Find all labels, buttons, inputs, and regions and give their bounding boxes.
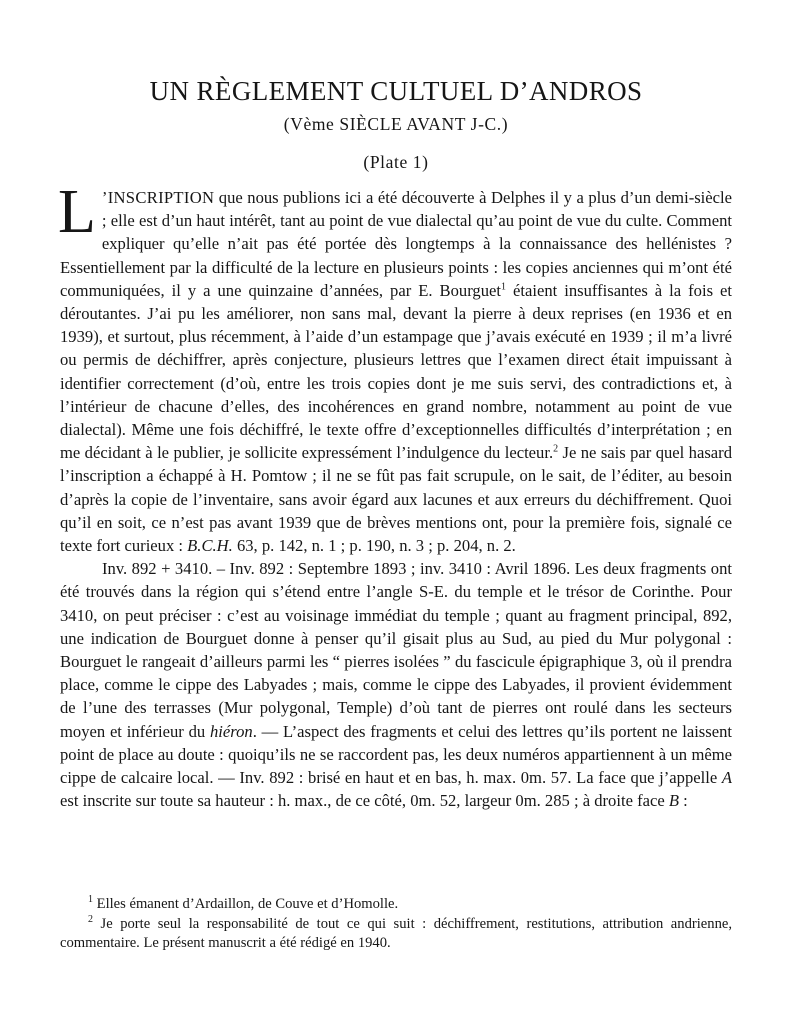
paragraph-text: Je ne sais par quel hasard l’inscription a échappé à H. Pomtow ; il ne se fût pas fait scrupule, on le sait, de l’éditer, au besoin d’après la copie de l’inventaire, sans avoir égard aux lacunes et aux erreurs du déchiffrement. Quoi qu’il en soit, ce n’est pas avant 1939 que de brèves mentions ont, pour la première fois, signalé ce texte fort curieux : [60,443,732,556]
paragraph-inventory [60,557,732,812]
footnote-mark-1: 1 [88,894,93,906]
paragraph-text: que nous publions ici a été découverte à Delphes il y a plus d’un demi-siècle ; elle est d’un haut intérêt, tant au point de vue dialectal qu’au point de vue du culte. Comment expliquer qu’elle n’ait pas été portée dès longtemps à la connaissance des hellénistes ? Essentiellement par la difficulté de la lecture en plusieurs points : les copies anciennes qui m’ont été communiquées, il y a une quinzaine d’années, par E. Bourguet [60,188,732,300]
footnote-text: Je porte seul la responsabilité de tout ce qui suit : déchiffrement, restitutions, attribution andrienne, commentaire. Le présent manuscrit a été rédigé en 1940. [60,915,732,951]
paragraph-intro [58,178,732,557]
footnote-ref-1[interactable]: 1 [501,281,506,293]
footnote-mark-2: 2 [88,913,93,925]
lead-word: ’INSCRIPTION [101,188,215,207]
paragraph-text: . — L’aspect des fragments et celui des lettres qu’ils portent ne laissent point de place au doute : quoiqu’ils ne se raccordent pas, les deux numéros appartiennent à un même cippe de calcaire local. — Inv. 892 : brisé en haut et en bas, h. max. 0m. 57. La face que j’appelle [60,721,732,788]
journal-abbrev: B.C.H. [187,536,233,556]
footnote-2 [60,915,732,954]
footnote-1 [60,895,732,915]
article-body [58,178,732,812]
italic-term: hiéron [209,721,253,741]
paragraph-text: 63, p. 142, n. 1 ; p. 190, n. 3 ; p. 204, n. 2. [232,536,516,556]
article-title: UN RÈGLEMENT CULTUEL D’ANDROS [149,76,643,106]
drop-cap: L [58,178,96,246]
paragraph-text: : [679,791,688,811]
paragraph-text: Inv. 892 + 3410. – Inv. 892 : Septembre 1893 ; inv. 3410 : Avril 1896. Les deux fragments ont été trouvés dans la région qui s’étend entre l’angle S-E. du temple et le trésor de Corinthe. Pour 3410, on peut préciser : c’est au voisinage immédiat du temple ; quant au fragment principal, 892, une indication de Bourguet donne à penser qu’il gisait plus au Sud, au pied du Mur polygonal : Bourguet le rangeait d’ailleurs parmi les “ pierres isolées ” du fascicule épigraphique 3, où il prendra place, comme le cippe des Labyades ; mais, comme le cippe des Labyades, il provient évidemment de l’une des terrasses (Mur polygonal, Temple) d’où tant de pierres ont roulé dans les secteurs moyen et inférieur du [60,559,732,741]
paragraph-text: est inscrite sur toute sa hauteur : h. max., de ce côté, 0m. 52, largeur 0m. 285 ; à droite face [60,791,669,811]
article-subtitle: (Vème SIÈCLE AVANT J-C.) [283,114,509,134]
footnote-ref-2[interactable]: 2 [553,443,559,455]
face-label-b: B [668,791,679,811]
plate-reference: (Plate 1) [363,152,429,172]
paragraph-text: étaient insuffisantes à la fois et déroutantes. J’ai pu les améliorer, non sans mal, devant la pierre à deux reprises (en 1936 et en 1939), et surtout, plus récemment, à l’aide d’un estampage que j’avais exécuté en 1939 ; il m’a livré ou permis de déchiffrer, après conjecture, plusieurs lettres que l’examen direct était impuissant à identifier correctement (d’où, entre les trois copies dont je me suis servi, des contradictions et, à l’intérieur de chacune d’elles, des incohérences en grand nombre, notamment au point de vue dialectal). Même une fois déchiffré, le texte offre d’exceptionnelles difficultés d’interprétation ; en me décidant à le publier, je sollicite expressément l’indulgence du lecteur. [60,280,732,463]
footnotes [60,895,732,954]
face-label-a: A [721,768,732,788]
footnote-text: Elles émanent d’Ardaillon, de Couve et d’Homolle. [93,896,399,912]
